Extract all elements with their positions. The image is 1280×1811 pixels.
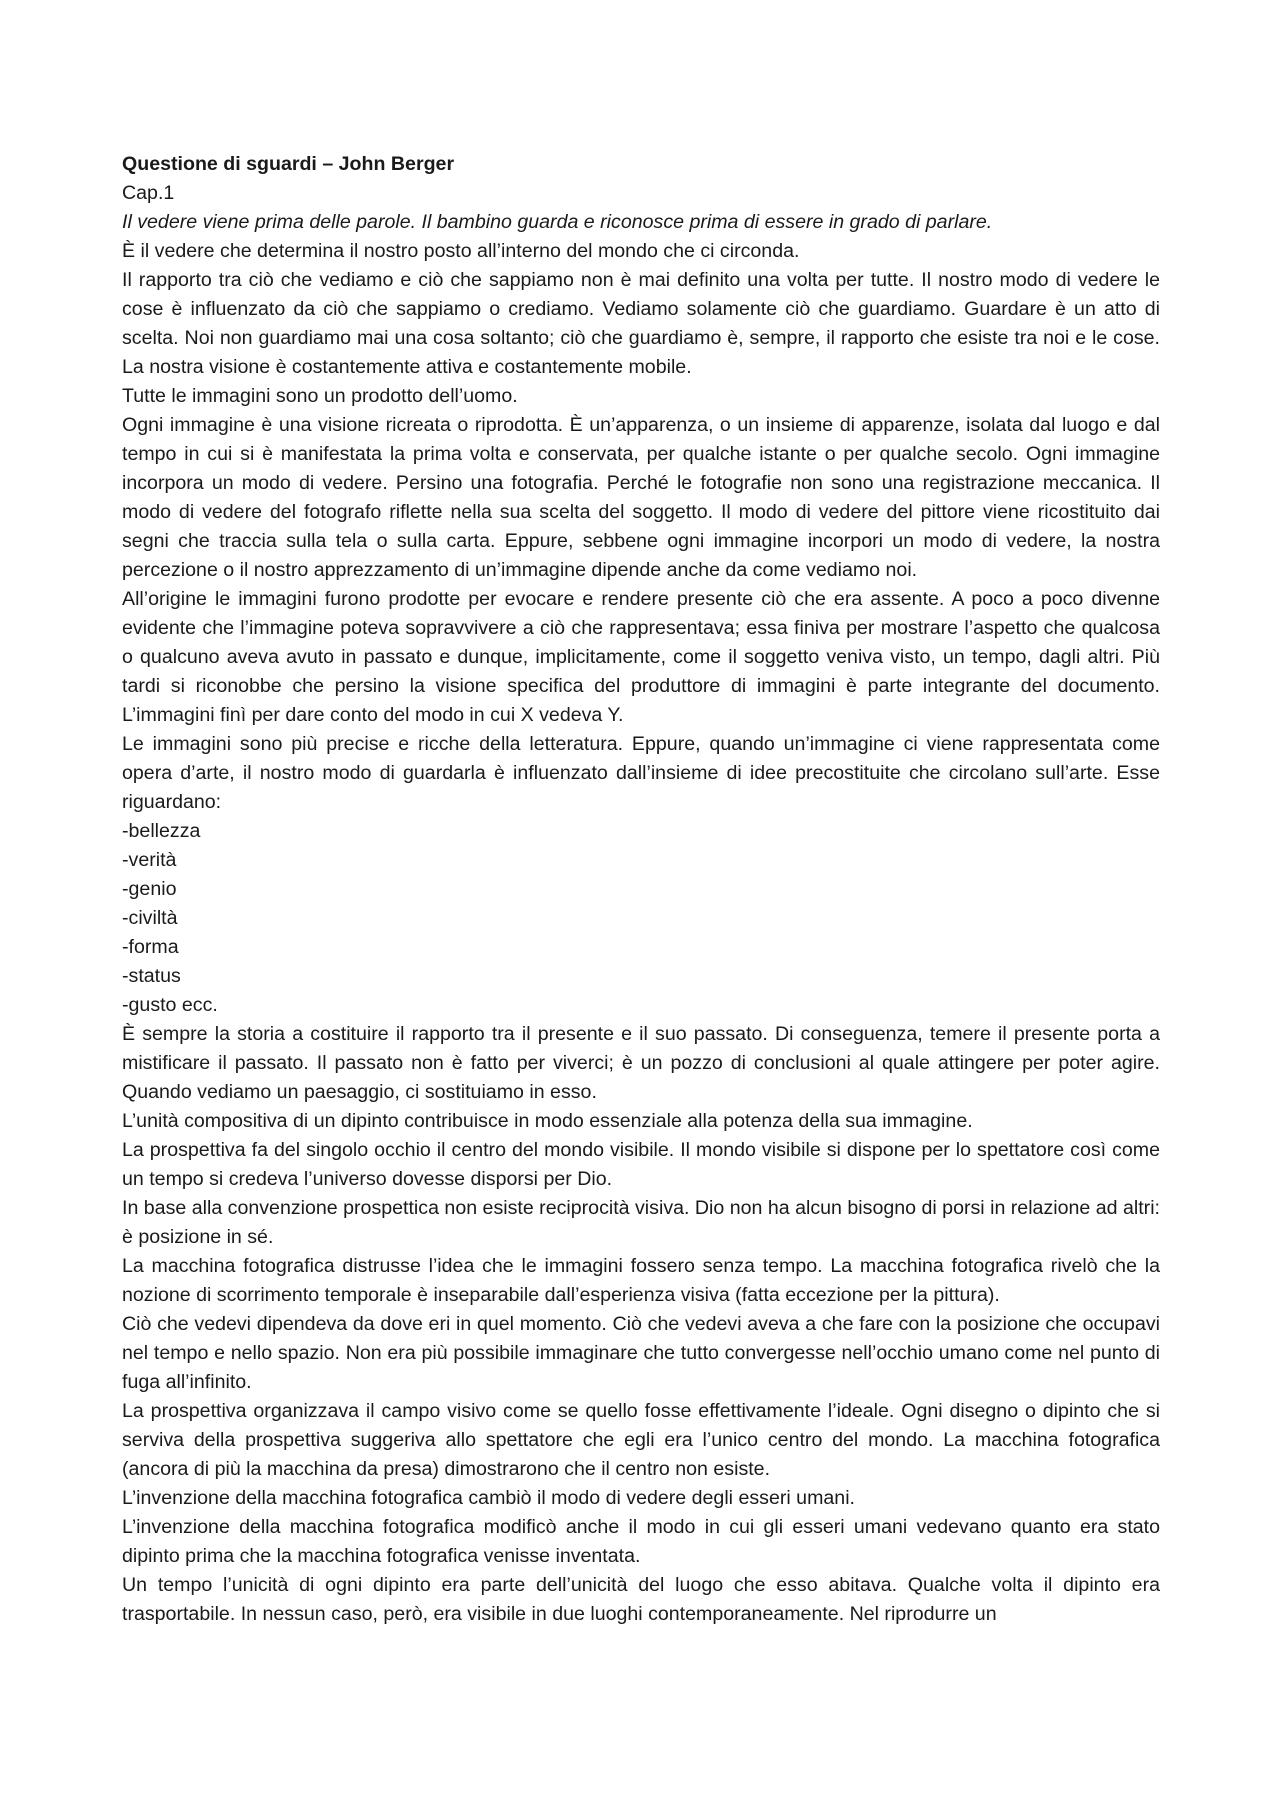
paragraph: Tutte le immagini sono un prodotto dell’uomo. [122,385,518,407]
paragraph: Ogni immagine è una visione ricreata o riprodotta. È un’apparenza, o un insieme di apparenze, isolata dal luogo e dal tempo in cui si è manifestata la prima volta e conservata, per qualche istante o per qualche secolo. Ogni immagine incorpora un modo di vedere. Persino una fotografia. Perché le fotografie non sono una registrazione meccanica. Il modo di vedere del fotografo riflette nella sua scelta del soggetto. Il modo di vedere del pittore viene ricostituito dai segni che traccia sulla tela o sulla carta. Eppure, sebbene ogni immagine incorpori un modo di vedere, la nostra percezione o il nostro apprezzamento di un’immagine dipende anche da come vediamo noi. [122,414,1160,581]
paragraph: È il vedere che determina il nostro posto all’interno del mondo che ci circonda. [122,240,800,262]
paragraph: L’invenzione della macchina fotografica cambiò il modo di vedere degli esseri umani. [122,1487,855,1509]
paragraph: È sempre la storia a costituire il rapporto tra il presente e il suo passato. Di conseguenza, temere il presente porta a mistificare il passato. Il passato non è fatto per viverci; è un pozzo di conclusioni al quale attingere per poter agire. Quando vediamo un paesaggio, ci sostituiamo in esso. [122,1023,1160,1103]
list-item: -forma [122,936,179,958]
paragraph: L’unità compositiva di un dipinto contribuisce in modo essenziale alla potenza della sua immagine. [122,1110,973,1132]
paragraph: L’invenzione della macchina fotografica modificò anche il modo in cui gli esseri umani vedevano quanto era stato dipinto prima che la macchina fotografica venisse inventata. [122,1516,1160,1567]
paragraph: Un tempo l’unicità di ogni dipinto era parte dell’unicità del luogo che esso abitava. Qualche volta il dipinto era trasportabile. In nessun caso, però, era visibile in due luoghi contemporaneamente. Nel riprodurre un [122,1574,1160,1625]
intro-quote: Il vedere viene prima delle parole. Il bambino guarda e riconosce prima di essere in grado di parlare. [122,211,993,233]
paragraph: La prospettiva organizzava il campo visivo come se quello fosse effettivamente l’ideale. Ogni disegno o dipinto che si serviva della prospettiva suggeriva allo spettatore che egli era l’unico centro del mondo. La macchina fotografica (ancora di più la macchina da presa) dimostrarono che il centro non esiste. [122,1400,1160,1480]
document-title: Questione di sguardi – John Berger [122,153,455,175]
list-item: -verità [122,849,177,871]
list-item: -gusto ecc. [122,994,218,1016]
paragraph: La macchina fotografica distrusse l’idea che le immagini fossero senza tempo. La macchina fotografica rivelò che la nozione di scorrimento temporale è inseparabile dall’esperienza visiva (fatta eccezione per la pittura). [122,1255,1160,1306]
list-item: -status [122,965,181,987]
concept-list [122,817,1160,1020]
paragraph: All’origine le immagini furono prodotte per evocare e rendere presente ciò che era assente. A poco a poco divenne evidente che l’immagine poteva sopravvivere a ciò che rappresentava; essa finiva per mostrare l’aspetto che qualcosa o qualcuno aveva avuto in passato e dunque, implicitamente, come il soggetto veniva visto, un tempo, dagli altri. Più tardi si riconobbe che persino la visione specifica del produttore di immagini è parte integrante del documento. L’immagini finì per dare conto del modo in cui X vedeva Y. [122,588,1160,726]
paragraph: Il rapporto tra ciò che vediamo e ciò che sappiamo non è mai definito una volta per tutte. Il nostro modo di vedere le cose è influenzato da ciò che sappiamo o crediamo. Vediamo solamente ciò che guardiamo. Guardare è un atto di scelta. Noi non guardiamo mai una cosa soltanto; ciò che guardiamo è, sempre, il rapporto che esiste tra noi e le cose. La nostra visione è costantemente attiva e costantemente mobile. [122,269,1160,378]
document-page [122,150,1160,1629]
paragraph: Le immagini sono più precise e ricche della letteratura. Eppure, quando un’immagine ci viene rappresentata come opera d’arte, il nostro modo di guardarla è influenzato dall’insieme di idee precostituite che circolano sull’arte. Esse riguardano: [122,733,1160,813]
list-item: -bellezza [122,820,201,842]
paragraph: Ciò che vedevi dipendeva da dove eri in quel momento. Ciò che vedevi aveva a che fare con la posizione che occupavi nel tempo e nello spazio. Non era più possibile immaginare che tutto convergesse nell’occhio umano come nel punto di fuga all’infinito. [122,1313,1160,1393]
chapter-label: Cap.1 [122,182,175,204]
paragraph: La prospettiva fa del singolo occhio il centro del mondo visibile. Il mondo visibile si dispone per lo spettatore così come un tempo si credeva l’universo dovesse disporsi per Dio. [122,1139,1160,1190]
list-item: -genio [122,878,177,900]
list-item: -civiltà [122,907,178,929]
paragraph: In base alla convenzione prospettica non esiste reciprocità visiva. Dio non ha alcun bisogno di porsi in relazione ad altri: è posizione in sé. [122,1197,1160,1248]
